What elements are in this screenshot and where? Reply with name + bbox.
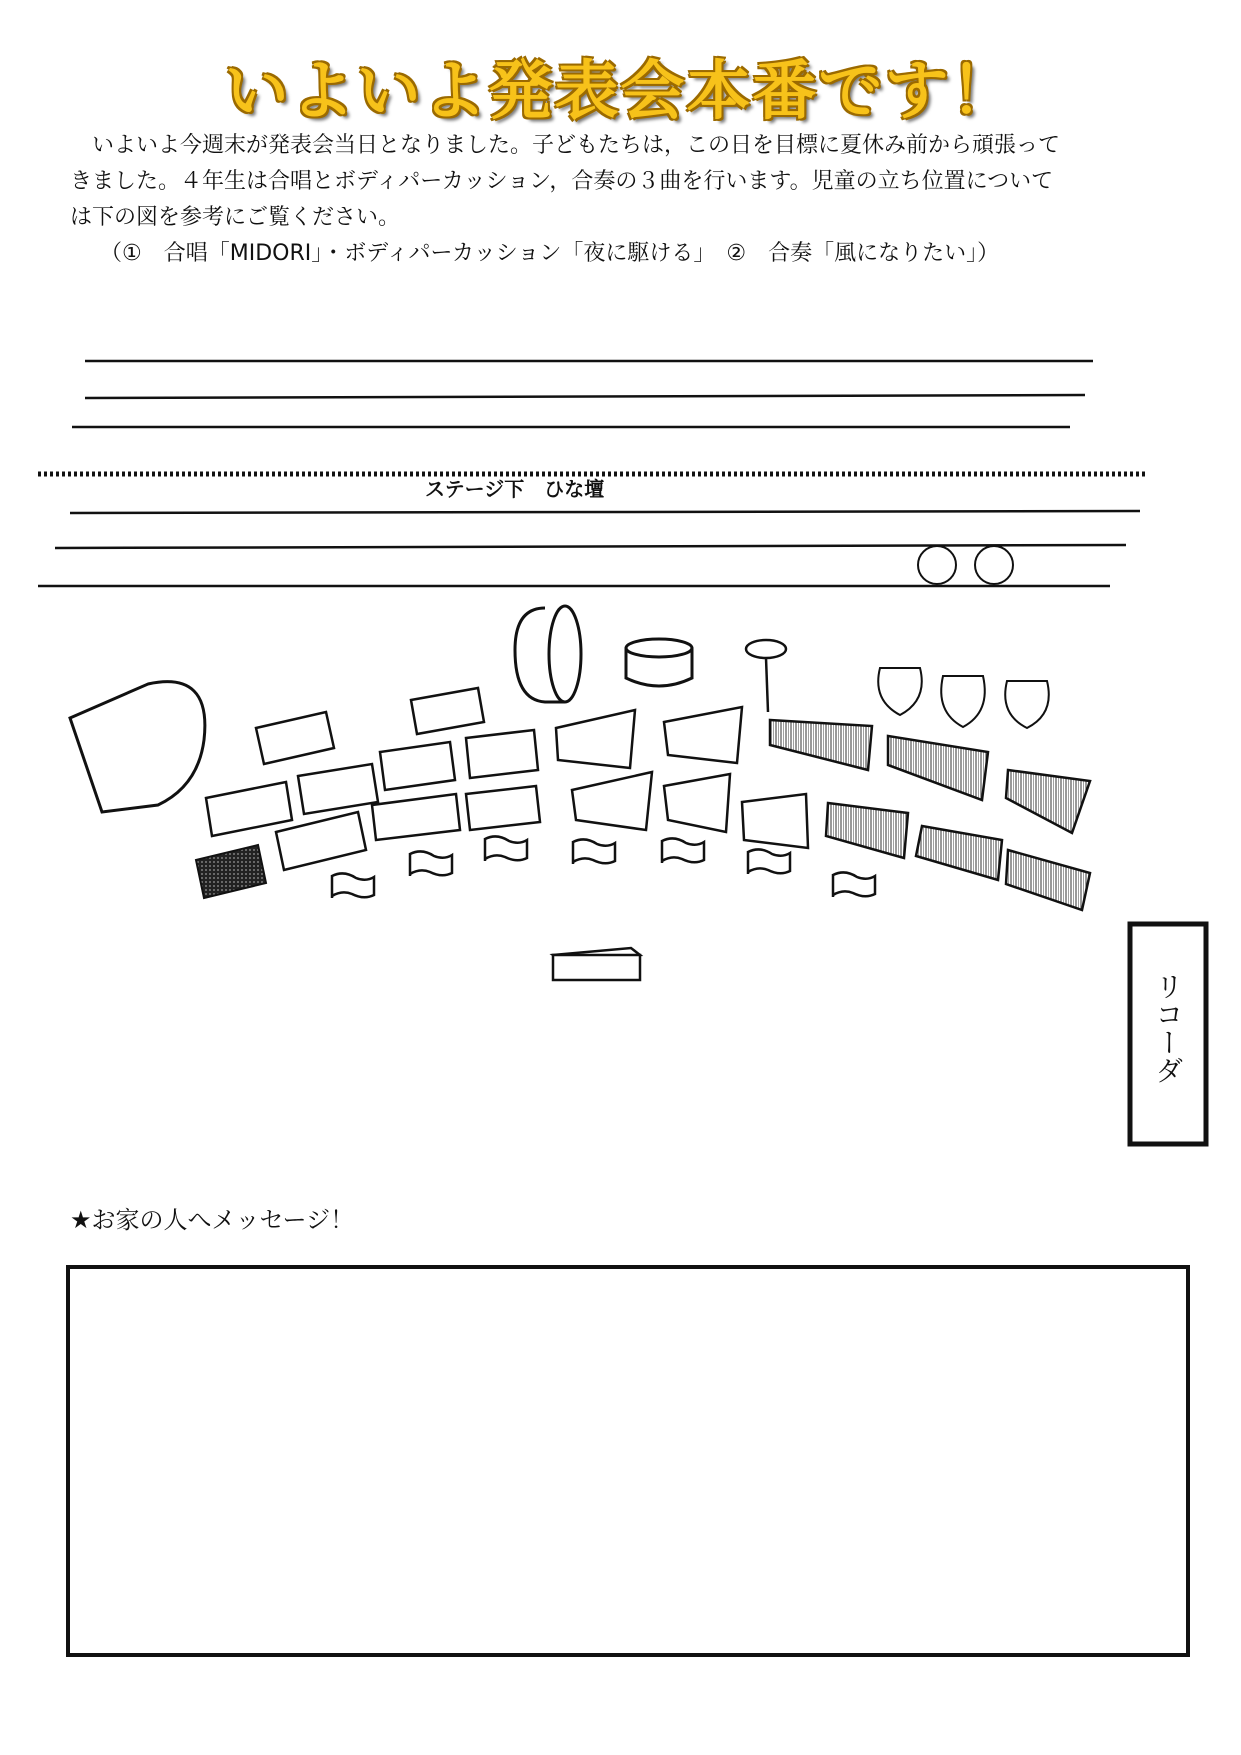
cymbal-icon (746, 640, 786, 712)
song-list: （① 合唱「MIDORI」・ボディパーカッション「夜に駆ける」 ② 合奏「風になりたい」） (100, 241, 1000, 266)
intro-line-2: きました。４年生は合唱とボディパーカッション，合奏の３曲を行います。児童の立ち位置について (70, 169, 1054, 194)
snare-drum-icon (626, 639, 692, 686)
message-box[interactable] (66, 1265, 1190, 1657)
riser-lines-lower (38, 511, 1140, 586)
small-circle-right (975, 546, 1013, 584)
small-circle-left (918, 546, 956, 584)
intro-paragraph (70, 128, 1185, 272)
intro-line-3: は下の図を参考にご覧ください。 (70, 205, 401, 230)
page-title: いよいよ発表会本番です！ (224, 55, 1017, 129)
stage-label: ステージ下 ひな壇 (425, 477, 605, 501)
standing-position-diagram (0, 330, 1241, 1170)
timpani-shapes (878, 668, 1049, 728)
intro-line-1: いよいよ今週末が発表会当日となりました。子どもたちは，この日を目標に夏休み前から頑張って (92, 133, 1061, 158)
bass-drum-icon (515, 606, 581, 702)
conductor-podium (553, 948, 640, 980)
message-label: ★お家の人へメッセージ！ (70, 1206, 355, 1234)
riser-lines-upper (72, 361, 1093, 427)
hatched-instruments (770, 720, 1090, 910)
dense-dotted-block (196, 845, 266, 898)
recorder-label: リコーダ (1151, 972, 1185, 1084)
piano-shape (70, 682, 205, 812)
